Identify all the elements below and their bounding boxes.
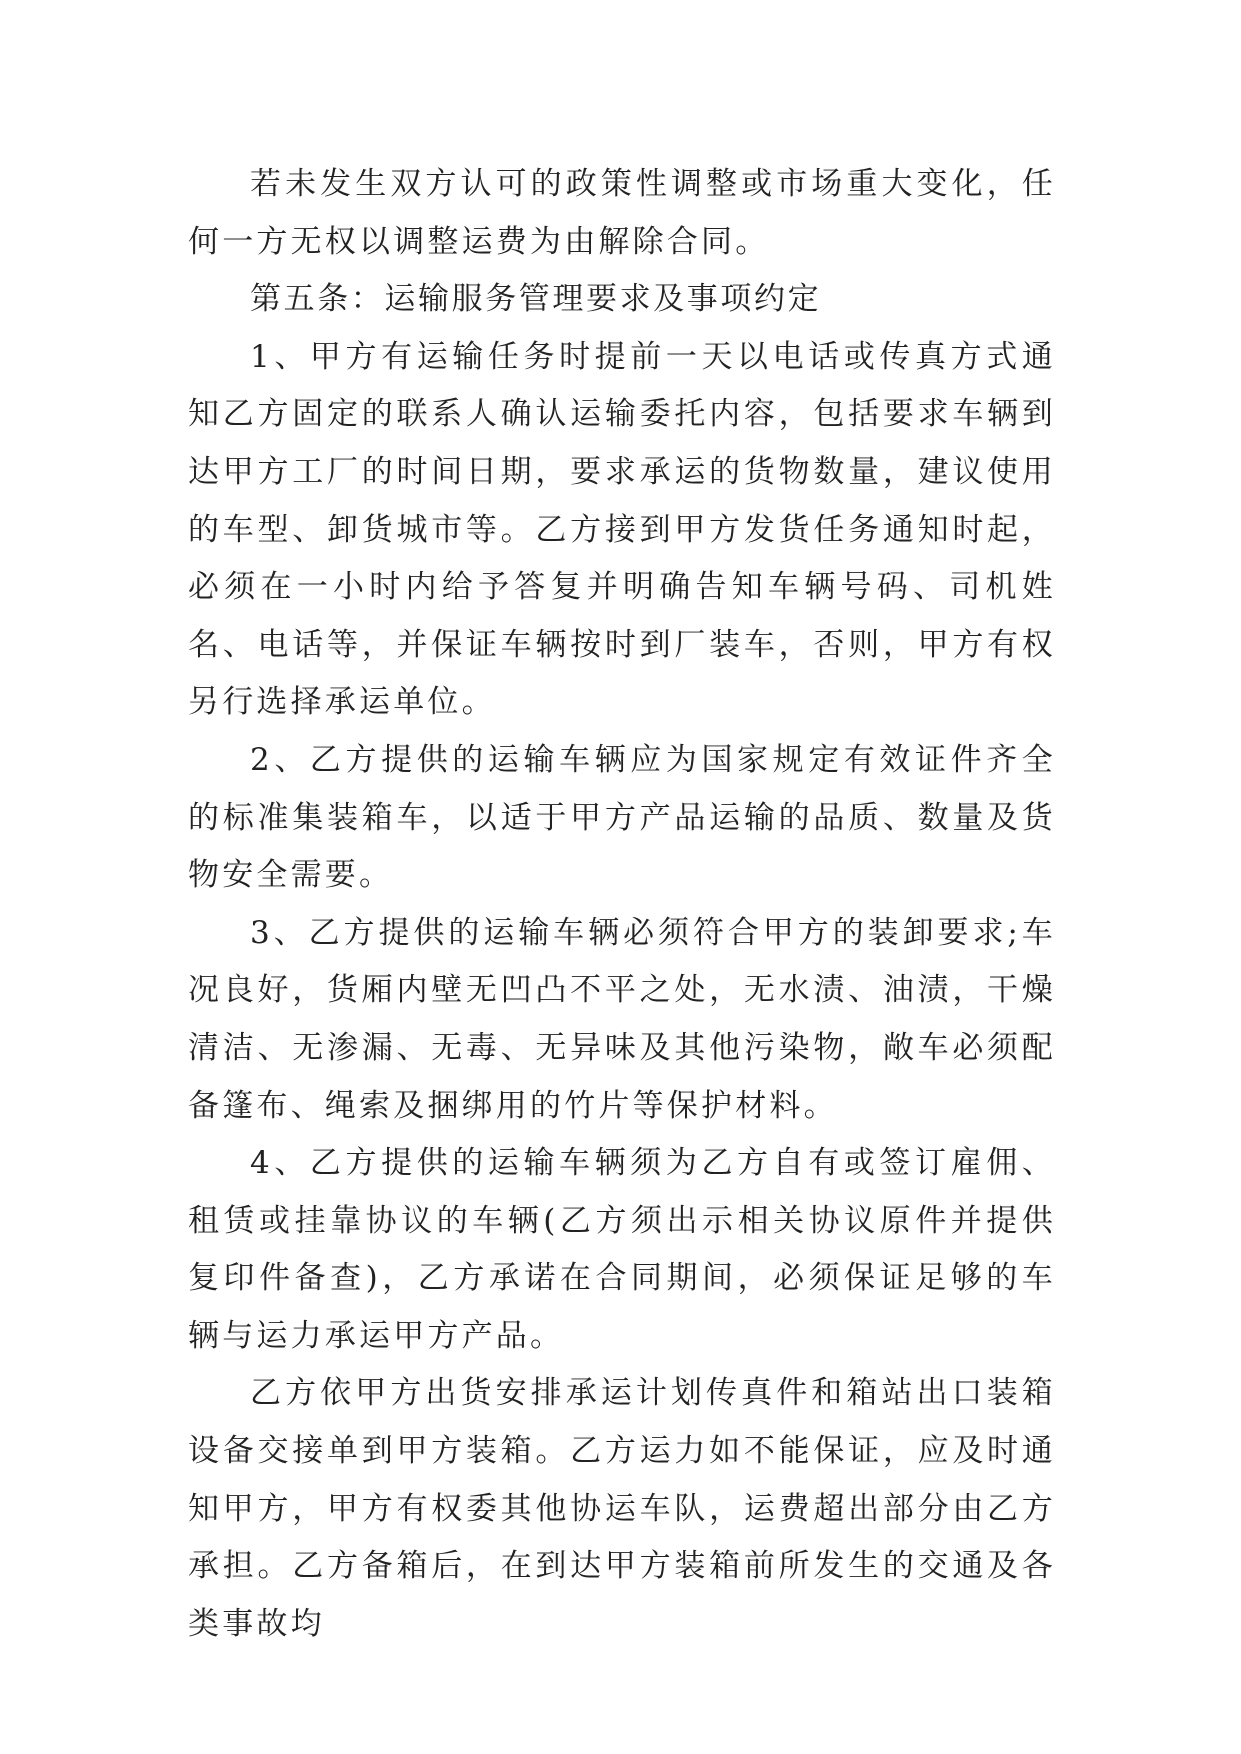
document-body [188,156,1056,1653]
clause-3-paragraph: 3、乙方提供的运输车辆必须符合甲方的装卸要求;车况良好，货厢内壁无凹凸不平之处，无水渍、油渍，干燥清洁、无渗漏、无毒、无异味及其他污染物，敞车必须配备篷布、绳索及捆绑用的竹片等保护材料。 [188,914,1056,1124]
clause-1-paragraph: 1、甲方有运输任务时提前一天以电话或传真方式通知乙方固定的联系人确认运输委托内容，包括要求车辆到达甲方工厂的时间日期，要求承运的货物数量，建议使用的车型、卸货城市等。乙方接到甲方发货任务通知时起，必须在一小时内给予答复并明确告知车辆号码、司机姓名、电话等，并保证车辆按时到厂装车，否则，甲方有权另行选择承运单位。 [188,338,1056,721]
clause-4-paragraph: 4、乙方提供的运输车辆须为乙方自有或签订雇佣、租赁或挂靠协议的车辆(乙方须出示相关协议原件并提供复印件备查)，乙方承诺在合同期间，必须保证足够的车辆与运力承运甲方产品。 [188,1145,1056,1354]
loading-arrangement-paragraph: 乙方依甲方出货安排承运计划传真件和箱站出口装箱设备交接单到甲方装箱。乙方运力如不能保证，应及时通知甲方，甲方有权委其他协运车队，运费超出部分由乙方承担。乙方备箱后，在到达甲方装箱前所发生的交通及各类事故均 [188,1375,1056,1642]
article-five-heading: 第五条：运输服务管理要求及事项约定 [250,281,822,318]
paragraph-policy-adjustment: 若未发生双方认可的政策性调整或市场重大变化，任何一方无权以调整运费为由解除合同。 [188,166,1056,260]
clause-2-paragraph: 2、乙方提供的运输车辆应为国家规定有效证件齐全的标准集装箱车，以适于甲方产品运输的品质、数量及货物安全需要。 [188,741,1056,894]
